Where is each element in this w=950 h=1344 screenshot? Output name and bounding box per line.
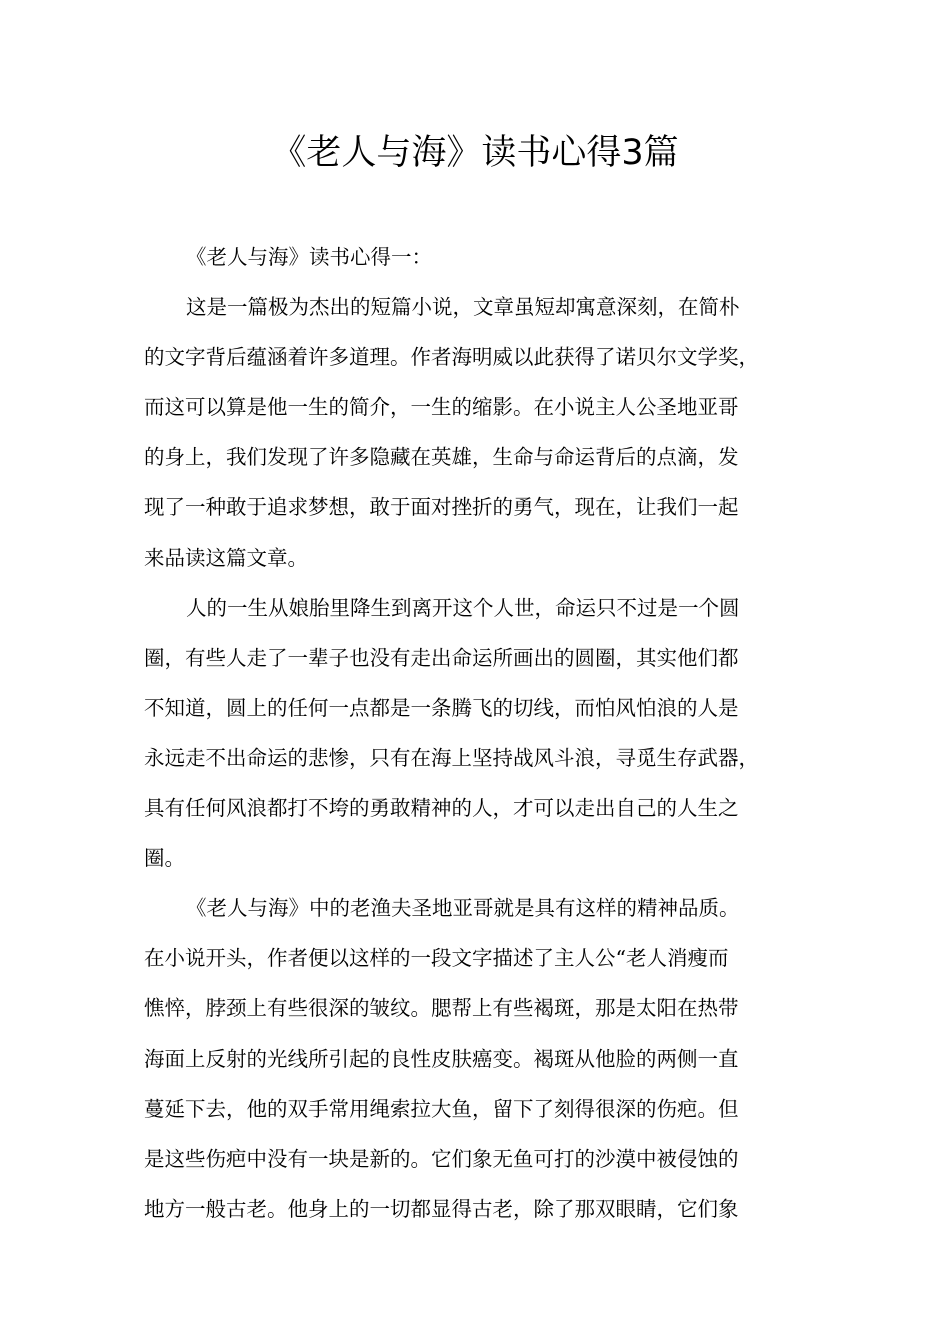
text-line: 而这可以算是他一生的简介，一生的缩影。在小说主人公圣地亚哥 (144, 395, 739, 420)
text-line: 具有任何风浪都打不垮的勇敢精神的人，才可以走出自己的人生之 (144, 796, 739, 821)
text-line: 憔悴，脖颈上有些很深的皱纹。腮帮上有些褐斑，那是太阳在热带 (144, 996, 739, 1021)
document-title: 《老人与海》读书心得3篇 (271, 133, 679, 173)
document-body (144, 232, 814, 1234)
text-line: 现了一种敢于追求梦想，敢于面对挫折的勇气，现在，让我们一起 (144, 495, 739, 520)
text-line: 圈，有些人走了一辈子也没有走出命运所画出的圆圈，其实他们都 (144, 645, 739, 670)
text-line: 在小说开头，作者便以这样的一段文字描述了主人公“老人消瘦而 (144, 946, 729, 971)
text-line: 《老人与海》中的老渔夫圣地亚哥就是具有这样的精神品质。 (186, 896, 740, 921)
paragraph (144, 883, 814, 1234)
text-line: 蔓延下去，他的双手常用绳索拉大鱼，留下了刻得很深的伤疤。但 (144, 1096, 739, 1121)
paragraph (144, 583, 814, 884)
text-line: 来品读这篇文章。 (144, 545, 308, 570)
text-line: 不知道，圆上的任何一点都是一条腾飞的切线，而怕风怕浪的人是 (144, 695, 739, 720)
text-line: 的身上，我们发现了许多隐藏在英雄，生命与命运背后的点滴，发 (144, 445, 739, 470)
text-line: 的文字背后蕴涵着许多道理。作者海明威以此获得了诺贝尔文学奖， (144, 345, 759, 370)
text-line: 这是一篇极为杰出的短篇小说，文章虽短却寓意深刻，在简朴 (186, 295, 740, 320)
text-line: 是这些伤疤中没有一块是新的。它们象无鱼可打的沙漠中被侵蚀的 (144, 1146, 739, 1171)
text-line: 圈。 (144, 846, 185, 871)
text-line: 永远走不出命运的悲惨，只有在海上坚持战风斗浪，寻觅生存武器， (144, 745, 759, 770)
text-line: 人的一生从娘胎里降生到离开这个人世，命运只不过是一个圆 (186, 595, 740, 620)
text-line: 海面上反射的光线所引起的良性皮肤癌变。褐斑从他脸的两侧一直 (144, 1046, 739, 1071)
paragraph (144, 282, 814, 583)
section-heading: 《老人与海》读书心得一： (186, 245, 432, 269)
text-line: 地方一般古老。他身上的一切都显得古老，除了那双眼睛，它们象 (144, 1196, 739, 1221)
